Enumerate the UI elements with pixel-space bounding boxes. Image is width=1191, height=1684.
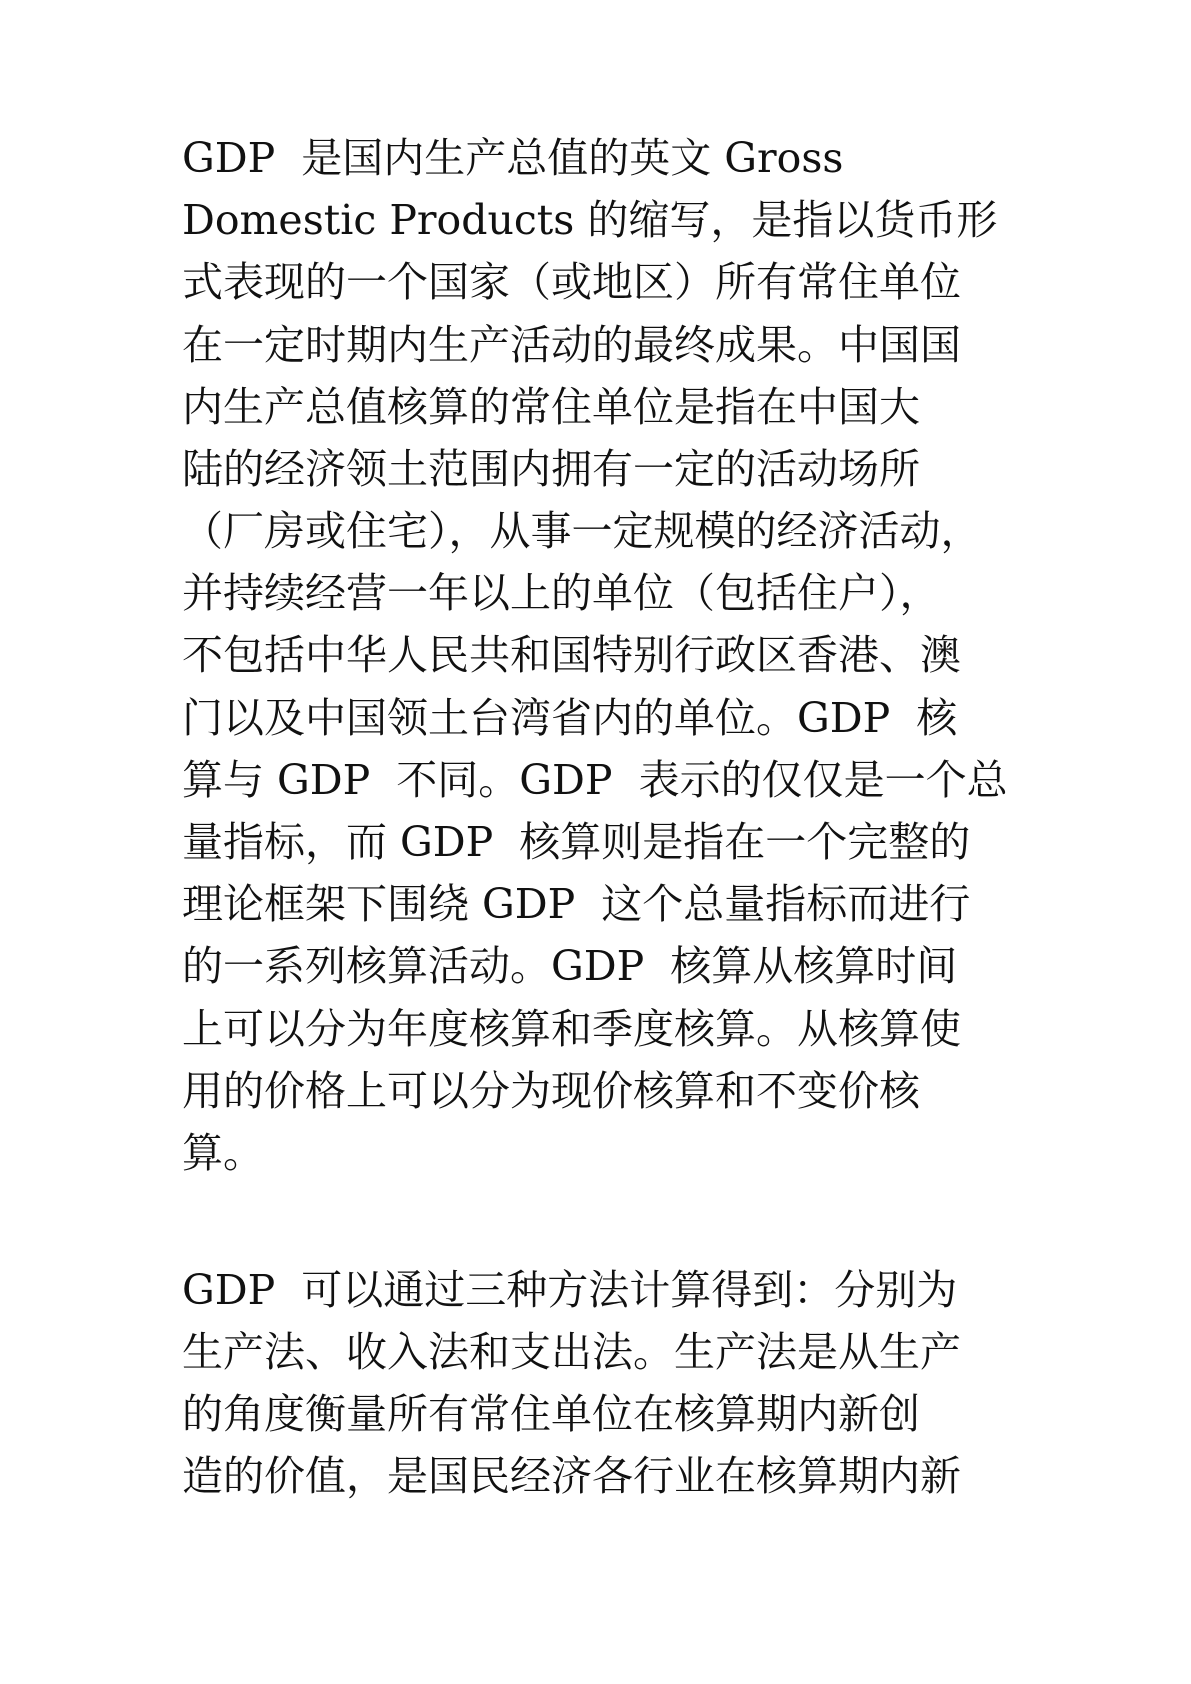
text-line: 生产法、收入法和支出法。生产法是从生产 [182,1328,961,1376]
text-line: 上可以分为年度核算和季度核算。从核算使 [182,1005,961,1053]
text-line: 量指标，而 GDP 核算则是指在一个完整的 [182,818,971,866]
text-line: 的一系列核算活动。GDP 核算从核算时间 [182,942,958,990]
text-line: Domestic Products 的缩写，是指以货币形 [182,196,998,244]
text-line: 内生产总值核算的常住单位是指在中国大 [182,383,920,431]
text-line: 的角度衡量所有常住单位在核算期内新创 [182,1390,920,1438]
text-line: 在一定时期内生产活动的最终成果。中国国 [182,321,961,369]
text-line: GDP 是国内生产总值的英文 Gross [182,134,844,182]
text-line: 理论框架下围绕 GDP 这个总量指标而进行 [182,880,971,928]
text-line: 并持续经营一年以上的单位（包括住户）， [182,569,941,617]
text-line: 门以及中国领土台湾省内的单位。GDP 核 [182,694,958,742]
text-line: 式表现的一个国家（或地区）所有常住单位 [182,258,961,306]
text-line: 算。 [182,1129,264,1177]
text-line: GDP 可以通过三种方法计算得到：分别为 [182,1266,958,1314]
text-line: 造的价值，是国民经济各行业在核算期内新 [182,1452,961,1500]
text-line: （厂房或住宅），从事一定规模的经济活动， [182,507,982,555]
text-line: 用的价格上可以分为现价核算和不变价核 [182,1067,920,1115]
text-line: 算与 GDP 不同。GDP 表示的仅仅是一个总 [182,756,1008,804]
text-line: 陆的经济领土范围内拥有一定的活动场所 [182,445,920,493]
text-line: 不包括中华人民共和国特别行政区香港、澳 [182,631,961,679]
